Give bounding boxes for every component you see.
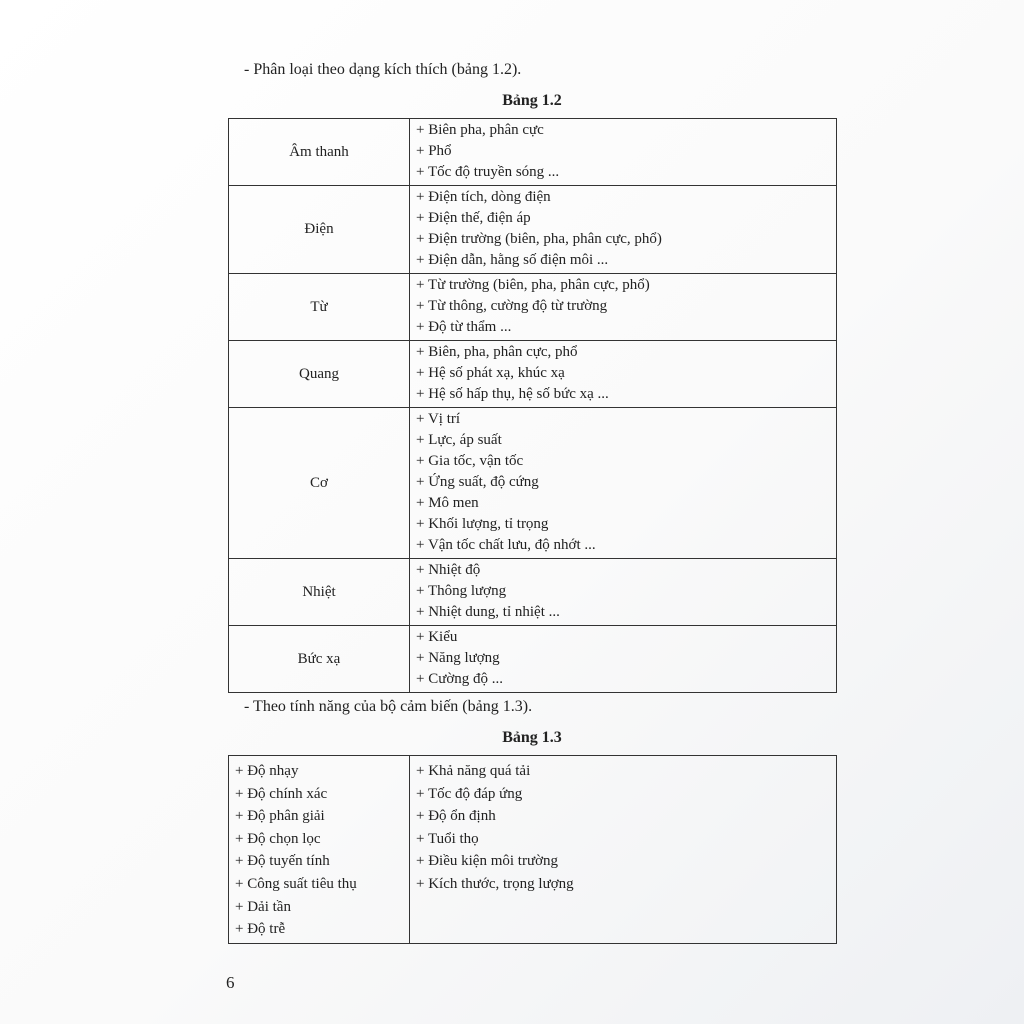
- category-cell: Từ: [229, 274, 410, 341]
- property-item: + Điện dẫn, hằng số điện môi ...: [416, 252, 609, 268]
- list-item: + Độ phân giải: [235, 808, 325, 825]
- property-item: + Vận tốc chất lưu, độ nhớt ...: [416, 537, 596, 553]
- table-row: [229, 559, 837, 626]
- table-row: [229, 274, 837, 341]
- properties-cell: [410, 408, 837, 559]
- category-cell: Điện: [229, 186, 410, 274]
- property-item: + Phổ: [416, 143, 452, 159]
- property-item: + Điện thế, điện áp: [416, 210, 531, 226]
- list-item: + Tuổi thọ: [416, 830, 479, 847]
- table-row: [229, 626, 837, 693]
- property-item: + Thông lượng: [416, 583, 507, 599]
- property-item: + Gia tốc, vận tốc: [416, 453, 524, 469]
- properties-cell: [410, 119, 837, 186]
- property-item: + Mô men: [416, 495, 479, 511]
- property-item: + Tốc độ truyền sóng ...: [416, 164, 560, 180]
- list-item: + Độ chính xác: [235, 785, 328, 802]
- property-item: + Độ từ thẩm ...: [416, 319, 512, 335]
- property-item: + Nhiệt độ: [416, 562, 481, 578]
- properties-cell: [410, 274, 837, 341]
- property-item: + Hệ số hấp thụ, hệ số bức xạ ...: [416, 386, 609, 402]
- properties-cell: [410, 626, 837, 693]
- property-item: + Lực, áp suất: [416, 432, 502, 448]
- properties-cell: [410, 559, 837, 626]
- property-item: + Điện tích, dòng điện: [416, 189, 551, 205]
- property-item: + Ứng suất, độ cứng: [416, 474, 539, 490]
- page-number: 6: [226, 973, 235, 992]
- category-cell: Âm thanh: [229, 119, 410, 186]
- table-row: [229, 186, 837, 274]
- list-item: + Tốc độ đáp ứng: [416, 785, 523, 802]
- properties-cell: [410, 341, 837, 408]
- list-item: + Độ chọn lọc: [235, 830, 321, 847]
- list-item: + Dải tần: [235, 898, 291, 915]
- property-item: + Vị trí: [416, 411, 461, 427]
- category-cell: Nhiệt: [229, 559, 410, 626]
- table-row: [229, 408, 837, 559]
- property-item: + Cường độ ...: [416, 671, 504, 687]
- property-item: + Khối lượng, tỉ trọng: [416, 516, 549, 532]
- list-item: + Độ trễ: [235, 921, 286, 938]
- intro-paragraph: - Phân loại theo dạng kích thích (bảng 1.2).: [244, 61, 522, 78]
- table-row: [229, 341, 837, 408]
- list-item: + Độ tuyến tính: [235, 853, 330, 870]
- list-item: + Độ ổn định: [416, 808, 496, 825]
- table-1-2: [228, 118, 837, 693]
- property-item: + Điện trường (biên, pha, phân cực, phổ): [416, 231, 662, 247]
- category-cell: Bức xạ: [229, 626, 410, 693]
- list-item: + Kích thước, trọng lượng: [416, 875, 574, 892]
- property-item: + Nhiệt dung, tỉ nhiệt ...: [416, 604, 560, 620]
- table-1-3-caption: Bảng 1.3: [502, 729, 562, 746]
- table-1-2-caption: Bảng 1.2: [502, 92, 562, 109]
- list-item: + Độ nhạy: [235, 763, 299, 779]
- property-item: + Từ trường (biên, pha, phân cực, phổ): [416, 277, 650, 293]
- list-item: + Công suất tiêu thụ: [235, 875, 357, 892]
- property-item: + Từ thông, cường độ từ trường: [416, 298, 608, 314]
- property-item: + Hệ số phát xạ, khúc xạ: [416, 365, 565, 381]
- property-item: + Biên pha, phân cực: [416, 122, 544, 138]
- table-1-3-column-2: [410, 756, 837, 944]
- table-1-3-column-1: [229, 756, 410, 944]
- property-item: + Biên, pha, phân cực, phổ: [416, 344, 578, 360]
- second-paragraph: - Theo tính năng của bộ cảm biến (bảng 1.3).: [244, 698, 533, 715]
- properties-cell: [410, 186, 837, 274]
- table-row: [229, 119, 837, 186]
- table-row: [229, 756, 837, 944]
- property-item: + Kiểu: [416, 629, 458, 645]
- category-cell: Quang: [229, 341, 410, 408]
- table-1-3: [228, 755, 837, 944]
- list-item: + Khả năng quá tải: [416, 763, 531, 779]
- category-cell: Cơ: [229, 408, 410, 559]
- list-item: + Điều kiện môi trường: [416, 853, 559, 870]
- property-item: + Năng lượng: [416, 650, 500, 666]
